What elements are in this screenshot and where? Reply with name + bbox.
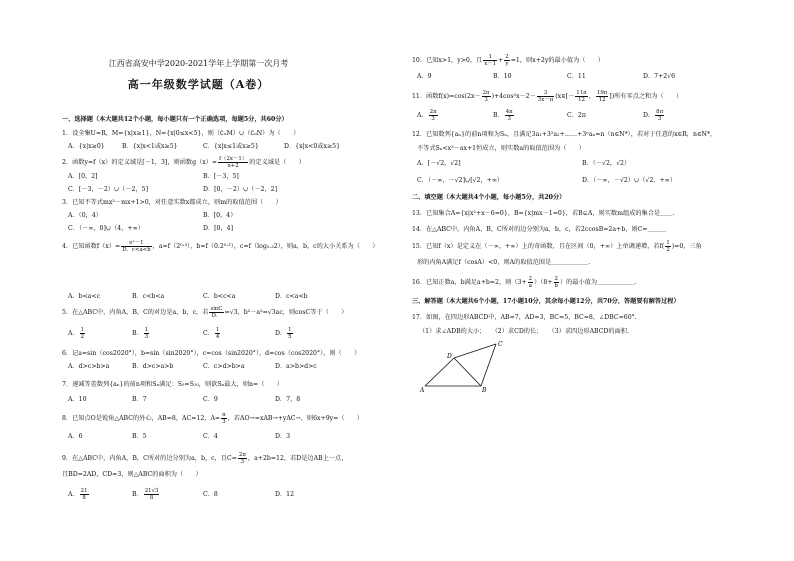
- question-13: 13．已知集合A={x|x²+x－6=0}，B={x|mx－1=0}，若B⊊A，则实数m组成的集合是＿＿.: [412, 210, 675, 217]
- question-2: 2．函数y=f（x）的定义域是[－1，3]，则函数g（x）= $\frac{f(2x-1)}{x+2}$ 的定义域是（ ）: [62, 156, 305, 169]
- q10-option-c: C．11: [567, 73, 586, 80]
- question-3: 3．已知不等式mx²－mx+1>0，对任意实数x都成立，则m的取值范围（ ）: [62, 199, 282, 206]
- question-12-line2: 不等式Sₙ<x²－ax+1恒成立，则实数a的取值范围为（ ）: [417, 145, 585, 152]
- q3-option-a: A．（0，4）: [68, 212, 102, 219]
- q9-option-a: A． $\frac{21}{8}$: [68, 488, 88, 501]
- q9-option-c: C．8: [203, 491, 218, 498]
- question-16: 16．已知正数a，b满足a+b=2，则（3+ $\frac{2}{a}$ ）（8+ $\frac{2}{b}$ ）的最小值为＿＿＿＿＿＿.: [412, 276, 637, 289]
- exam-header: 江西省高安中学2020-2021学年上学期第一次月考: [108, 59, 289, 68]
- section-choice-heading: 一、选择题（本大题共12个小题，每小题只有一个正确选项，每题5分，共60分）: [62, 116, 288, 123]
- edge-cb: [481, 344, 496, 386]
- question-9: 9．在△ABC中，内角A，B，C所对的边分别为a，b，c，且C= $\frac{2\pi}{3}$ ，a+2b=12，若D是边AB上一点，: [62, 452, 348, 465]
- exam-title: 高一年级数学试题（A卷）: [127, 78, 270, 91]
- q8-option-c: C．4: [203, 433, 218, 440]
- q8-option-a: A．6: [68, 433, 83, 440]
- question-11: 11．函数f(x)=cos(2x－ $\frac{2\pi}{3}$ )+4cos²x－2－ $\frac{3}{3x-\pi}$ (x∈[－ $\frac{11\pi}{12}$ ， $\frac{19\pi}{12}$ ])所有零点之和为（ ）: [412, 90, 683, 103]
- edge-dc: [454, 344, 496, 358]
- quadrilateral-figure: [419, 338, 509, 393]
- question-14: 14．在△ABC中，内角A，B，C所对的边分别为a，b，c，若2ccosB=2a+b，则C=＿＿＿: [412, 226, 667, 233]
- q6-option-d: D．a>b>d>c: [275, 363, 317, 370]
- q6-option-a: A．d>c>b>a: [68, 363, 110, 370]
- question-10: 10．已知x>1，y>0，且 $\frac{1}{x-1}$ + $\frac{2}{y}$ =1，则x+2y的最小值为（ ）: [412, 54, 605, 67]
- q7-option-a: A．10: [68, 396, 87, 403]
- q5-option-d: D． $\frac{1}{5}$: [275, 327, 292, 340]
- q7-option-b: B．7: [132, 396, 147, 403]
- q4-option-a: A．b<a<c: [68, 293, 101, 300]
- q12-option-a: A．[－√2，√2]: [417, 160, 461, 167]
- q10-option-d: D．7+2√6: [643, 73, 676, 80]
- vertex-b-label: B: [482, 387, 487, 393]
- q2-option-b: B．[－3，5]: [203, 173, 239, 180]
- q5-option-c: C． $\frac{1}{4}$: [203, 327, 220, 340]
- q2-option-d: D．[0，－2）∪（－2，2]: [203, 186, 278, 193]
- question-5: 5．在△ABC中，内角A，B，C的对边是a，b，c，若 $\frac{\sin C}{D.}$ =√3，b²－a²=√3ac，则cosC等于（ ）: [62, 306, 348, 319]
- right-page: [397, 0, 794, 561]
- q9-option-b: B． $\frac{21√3}{8}$: [132, 488, 159, 501]
- section-solve-heading: 三、解答题（本大题共6个小题，17小题10分，其余每小题12分，共70分，答题要有解答过程）: [412, 298, 680, 305]
- question-15: 15．已知f（x）是定义在（－∞，+∞）上的奇函数，且在区间（0，+∞）上单调递增，若f( $\frac{1}{2}$ )=0，三角: [412, 240, 702, 253]
- q2-option-a: A．[0，2]: [68, 173, 98, 180]
- q1-option-b: B．{x|x<1或x≥5}: [122, 143, 178, 150]
- question-7: 7．递减等差数列{aₙ}的前n项和Sₙ满足：S₅=S₁₀，则欲Sₙ最大，则n=（ ）: [62, 381, 283, 388]
- q1-option-d: D．{x|x<0或x≥5}: [284, 143, 341, 150]
- q4-option-c: C．b<c<a: [203, 293, 236, 300]
- q3-option-c: C．（－∞，0]∪（4，+∞）: [68, 225, 144, 232]
- question-9-line2: 且BD=2AD，CD=3，则△ABC的面积为（ ）: [62, 471, 202, 478]
- q8-option-b: B．5: [132, 433, 147, 440]
- question-6: 6．记a=sin（cos2020°），b=sin（sin2020°），c=cos（sin2020°），d=cos（cos2020°），则（ ）: [62, 350, 361, 357]
- q3-option-d: D．[0，4]: [203, 225, 234, 232]
- q11-option-c: C．2π: [567, 112, 586, 119]
- question-4: 4．已知函数f（x）= $\frac{\text{eˣ－1}}{D.c<a<b}$ ，a=f（2⁰·³），b=f（0.2⁰·³），c=f（log₀.₃2），则a，b，c的大小关系为（ ）: [62, 240, 379, 253]
- q7-option-c: C．9: [203, 396, 218, 403]
- q9-option-d: D．12: [275, 491, 295, 498]
- section-fill-heading: 二、填空题（本大题共4个小题，每小题5分，共20分）: [412, 194, 566, 201]
- q4-option-b: B．c<b<a: [132, 293, 165, 300]
- q11-option-b: B． $\frac{4\pi}{3}$: [493, 109, 513, 122]
- q6-option-b: B．d>c>a>b: [132, 363, 174, 370]
- question-1: 1．设全集U=R，M={x|x≥1}，N={x|0≤x<5}，则（∁ᵤM）∪（∁ᵤN）为（ ）: [62, 130, 300, 137]
- q11-option-d: D． $\frac{8\pi}{3}$: [643, 109, 664, 122]
- vertex-d-label: D: [447, 353, 452, 360]
- q5-option-b: B． $\frac{1}{3}$: [132, 327, 149, 340]
- q6-option-c: C．c>d>b>a: [203, 363, 245, 370]
- q12-option-c: C．（－∞，－√2]∪[√2，+∞）: [417, 177, 504, 184]
- q7-option-d: D．7，8: [275, 396, 301, 403]
- question-12: 12．已知数列{aₙ}的前n项和为Sₙ，且满足3a₁+3²a₂+……+3ⁿaₙ=n（n∈N*），若对于任意的x∈R，n∈N*，: [412, 131, 717, 138]
- question-15-line2: 形的内角A满足f（cosA）<0，则A的取值范围是＿＿＿＿＿＿.: [417, 259, 591, 266]
- q11-option-a: A． $\frac{2\pi}{3}$: [417, 109, 437, 122]
- q12-option-b: B．（－√2，√2）: [582, 160, 631, 167]
- edge-db: [454, 358, 481, 386]
- question-17-subparts: （1）求∠ADB的大小； （2）求CD的长； （3）求四边形ABCD的面积.: [419, 328, 629, 335]
- q4-option-d: D．c<a<b: [275, 293, 308, 300]
- q10-option-b: B．10: [493, 73, 512, 80]
- q12-option-d: D．（－∞，－√2）∪（√2，+∞）: [582, 177, 676, 184]
- vertex-c-label: C: [498, 341, 503, 348]
- vertex-a-label: A: [420, 387, 425, 393]
- edge-ad: [425, 358, 454, 386]
- q2-option-c: C．[－3，－2）∪（－2，5]: [68, 186, 148, 193]
- q1-option-c: C．{x|x≤1或x≥5}: [203, 143, 259, 150]
- q8-option-d: D．3: [275, 433, 291, 440]
- q3-option-b: B．[0，4）: [203, 212, 237, 219]
- q1-option-a: A．{x|x≥0}: [68, 143, 105, 150]
- question-8: 8．已知点O是锐角△ABC的外心，AB=8，AC=12，A= $\frac{\pi}{3}$ ，若AO→=xAB→+yAC→，则6x+9y=（ ）: [62, 412, 364, 425]
- q10-option-a: A．9: [417, 73, 432, 80]
- question-17: 17．如图，在四边形ABCD中，AB=7，AD=3，BC=5，BC=8，∠DBC=60°.: [412, 314, 637, 321]
- q5-option-a: A． $\frac{1}{2}$: [68, 327, 85, 340]
